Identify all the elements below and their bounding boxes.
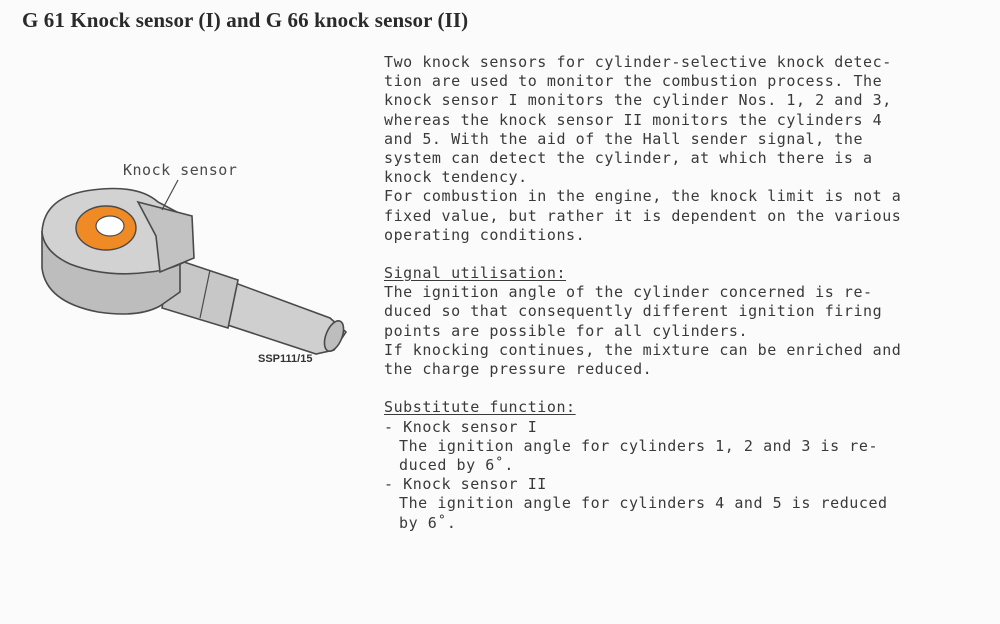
page-title: G 61 Knock sensor (I) and G 66 knock sensor (II) <box>22 8 469 32</box>
intro-line: For combustion in the engine, the knock limit is not a <box>384 187 902 206</box>
intro-line: knock sensor I monitors the cylinder Nos. 1, 2 and 3, <box>384 91 892 110</box>
intro-line: Two knock sensors for cylinder-selective knock detec- <box>384 53 892 71</box>
signal-line: If knocking continues, the mixture can be enriched and <box>384 340 902 359</box>
intro-line: tion are used to monitor the combustion process. The <box>384 72 883 91</box>
intro-line: fixed value, but rather it is dependent on the various <box>384 206 902 225</box>
signal-utilisation-heading: Signal utilisation: <box>384 264 567 283</box>
signal-line: the charge pressure reduced. <box>384 360 653 378</box>
substitute-item-line: by 6˚. <box>399 513 457 532</box>
substitute-item-title: - Knock sensor I <box>384 417 538 436</box>
substitute-item-line: The ignition angle for cylinders 1, 2 and 3 is re- <box>399 436 879 455</box>
body-text <box>384 53 984 533</box>
substitute-item-title: - Knock sensor II <box>384 475 547 494</box>
signal-line: The ignition angle of the cylinder concerned is re- <box>384 283 873 302</box>
substitute-item-line: The ignition angle for cylinders 4 and 5 is reduced <box>399 494 888 513</box>
substitute-function-heading: Substitute function: <box>384 398 576 417</box>
intro-line: and 5. With the aid of the Hall sender signal, the <box>384 129 864 148</box>
signal-line: points are possible for all cylinders. <box>384 321 749 340</box>
knock-sensor-callout: Knock sensor <box>123 161 238 179</box>
signal-line: duced so that consequently different ignition firing <box>384 302 883 321</box>
intro-line: operating conditions. <box>384 225 586 244</box>
intro-line: knock tendency. <box>384 168 528 187</box>
figure-reference: SSP111/15 <box>258 353 313 365</box>
intro-line: whereas the knock sensor II monitors the cylinders 4 <box>384 110 883 129</box>
intro-line: system can detect the cylinder, at which there is a <box>384 148 873 167</box>
substitute-item-line: duced by 6˚. <box>399 455 514 474</box>
